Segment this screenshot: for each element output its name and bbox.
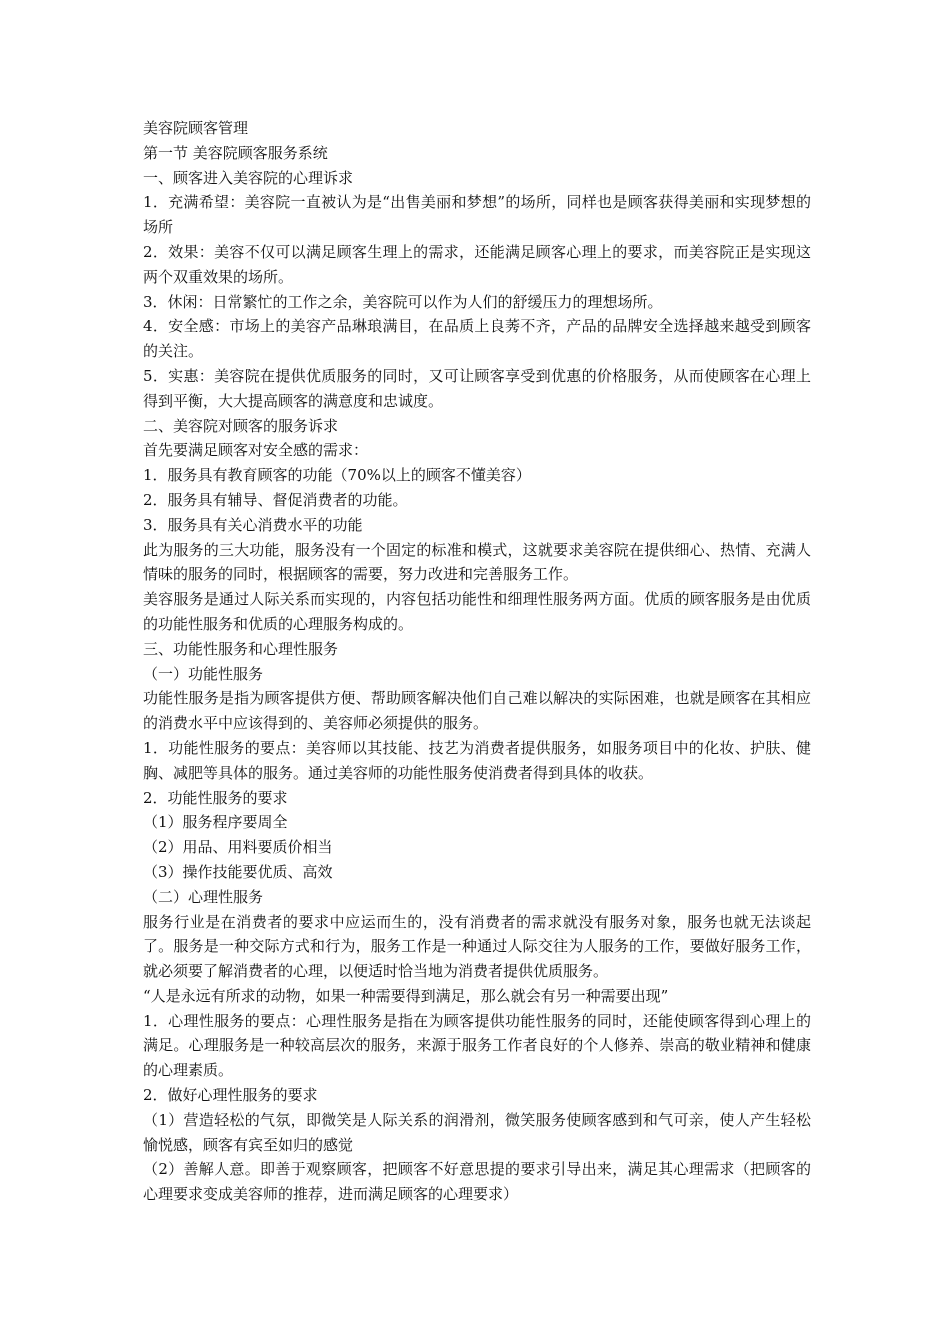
document-title: 美容院顾客管理 <box>143 119 249 137</box>
paragraph: 服务行业是在消费者的要求中应运而生的，没有消费者的需求就没有服务对象，服务也就无法谈起了。服务是一种交际方式和行为，服务工作是一种通过人际交往为人服务的工作，要做好服务工作，就必须要了解消费者的心理，以便适时恰当地为消费者提供优质服务。 <box>143 912 811 981</box>
paragraph: 1．充满希望：美容院一直被认为是“出售美丽和梦想”的场所，同样也是顾客获得美丽和实现梦想的场所 <box>143 193 811 237</box>
paragraph: （1）营造轻松的气氛，即微笑是人际关系的润滑剂，微笑服务使顾客感到和气可亲，使人产生轻松愉悦感，顾客有宾至如归的感觉 <box>143 1110 811 1154</box>
paragraph: （1）服务程序要周全 <box>143 813 288 832</box>
paragraph: （二）心理性服务 <box>143 887 264 906</box>
paragraph: 3．休闲：日常繁忙的工作之余，美容院可以作为人们的舒缓压力的理想场所。 <box>143 292 663 311</box>
subsection-heading: 二、美容院对顾客的服务诉求 <box>143 416 339 435</box>
document-body <box>143 116 811 1207</box>
subsection-heading: 一、顾客进入美容院的心理诉求 <box>143 168 354 187</box>
paragraph: （2）善解人意。即善于观察顾客，把顾客不好意思提的要求引导出来，满足其心理需求（把顾客的心理要求变成美容师的推荐，进而满足顾客的心理要求） <box>143 1160 811 1204</box>
paragraph: 此为服务的三大功能，服务没有一个固定的标准和模式，这就要求美容院在提供细心、热情、充满人情味的服务的同时，根据顾客的需要，努力改进和完善服务工作。 <box>143 540 811 584</box>
paragraph: 美容服务是通过人际关系而实现的，内容包括功能性和细理性服务两方面。优质的顾客服务是由优质的功能性服务和优质的心理服务构成的。 <box>143 590 811 633</box>
paragraph: 2．效果：美容不仅可以满足顾客生理上的需求，还能满足顾客心理上的要求，而美容院正是实现这两个双重效果的场所。 <box>143 242 811 286</box>
section-heading: 第一节 美容院顾客服务系统 <box>143 143 328 162</box>
paragraph: （2）用品、用料要质价相当 <box>143 838 333 857</box>
paragraph: 4．安全感：市场上的美容产品琳琅满目，在品质上良莠不齐，产品的品牌安全选择越来越受到顾客的关注。 <box>143 317 811 361</box>
paragraph: 首先要满足顾客对安全感的需求： <box>143 441 369 460</box>
paragraph: 3．服务具有关心消费水平的功能 <box>143 515 363 534</box>
paragraph: 2．做好心理性服务的要求 <box>143 1086 318 1105</box>
paragraph: 1．功能性服务的要点：美容师以其技能、技艺为消费者提供服务，如服务项目中的化妆、护肤、健胸、减肥等具体的服务。通过美容师的功能性服务使消费者得到具体的收获。 <box>143 738 811 782</box>
paragraph: 1．心理性服务的要点：心理性服务是指在为顾客提供功能性服务的同时，还能使顾客得到心理上的满足。心理服务是一种较高层次的服务，来源于服务工作者良好的个人修养、崇高的敬业精神和健康的心理素质。 <box>143 1011 811 1080</box>
paragraph: 2．服务具有辅导、督促消费者的功能。 <box>143 490 408 509</box>
paragraph: （3）操作技能要优质、高效 <box>143 862 333 881</box>
paragraph: 1．服务具有教育顾客的功能（70%以上的顾客不懂美容） <box>143 466 531 485</box>
subsection-heading: 三、功能性服务和心理性服务 <box>143 639 339 658</box>
paragraph: （一）功能性服务 <box>143 664 264 683</box>
paragraph: 功能性服务是指为顾客提供方便、帮助顾客解决他们自己难以解决的实际困难，也就是顾客在其相应的消费水平中应该得到的、美容师必须提供的服务。 <box>143 689 811 733</box>
paragraph: 2．功能性服务的要求 <box>143 788 288 807</box>
quote: “人是永远有所求的动物，如果一种需要得到满足，那么就会有另一种需要出现” <box>143 986 669 1005</box>
paragraph: 5．实惠：美容院在提供优质服务的同时，又可让顾客享受到优惠的价格服务，从而使顾客在心理上得到平衡，大大提高顾客的满意度和忠诚度。 <box>143 366 811 410</box>
